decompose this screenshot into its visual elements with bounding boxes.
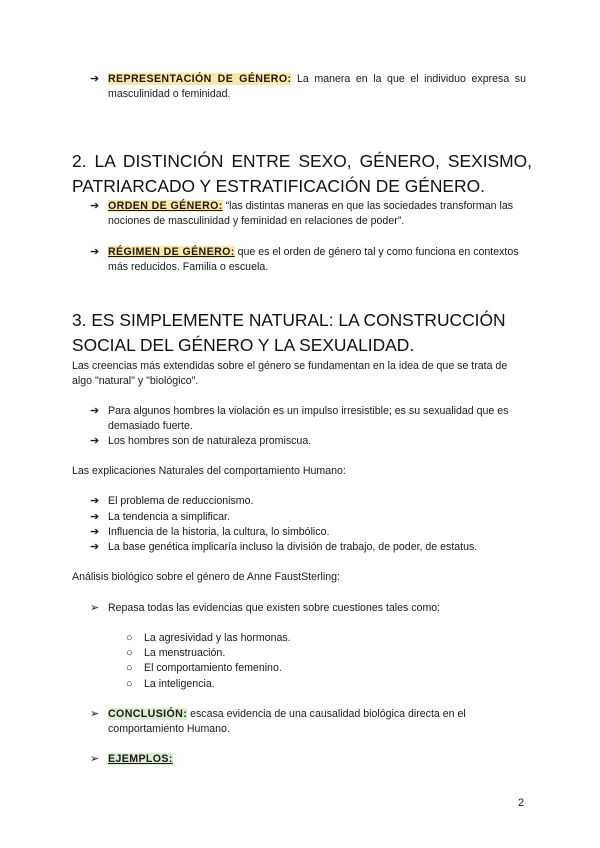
definition-regimen: que es el orden de género tal y como funciona en contextos más reducidos. Familia o escuela.: [108, 246, 519, 273]
term-regimen: RÉGIMEN DE GÉNERO:: [108, 246, 235, 258]
list-item-text: Para algunos hombres la violación es un impulso irresistible; es su sexualidad que es demasiado fuerte.: [108, 405, 509, 432]
list-item-review: [90, 601, 526, 616]
arrow-bullet-icon: ➔: [90, 526, 100, 538]
list-item-explanation-3: [90, 525, 526, 540]
circle-bullet-icon: ○: [126, 647, 133, 659]
arrow-bullet-icon: ➔: [90, 435, 100, 447]
list-item-text: La inteligencia.: [144, 678, 215, 690]
list-item-text: [108, 752, 526, 767]
list-item-text: [108, 199, 526, 229]
arrow-bullet-icon: ➔: [90, 405, 100, 417]
heading-line-1: 2. LA DISTINCIÓN ENTRE SEXO, GÉNERO, SEXISMO,: [72, 151, 532, 171]
list-item-topic-2: [126, 646, 526, 661]
circle-bullet-icon: ○: [126, 632, 133, 644]
heading-line-2: SOCIAL DEL GÉNERO Y LA SEXUALIDAD.: [72, 335, 415, 355]
conclusion-text: escasa evidencia de una causalidad biológica directa en el comportamiento Humano.: [108, 708, 466, 735]
triangle-bullet-icon: ➢: [90, 753, 100, 765]
term-conclusion: CONCLUSIÓN:: [108, 708, 188, 720]
list-item-conclusion: [90, 707, 526, 737]
section-2-heading: [72, 149, 532, 199]
definition-orden: “las distintas maneras en que las sociedades transforman las nociones de masculinidad y feminidad en relaciones de poder”.: [108, 200, 514, 227]
explanations-heading: Las explicaciones Naturales del comportamiento Humano:: [72, 465, 346, 477]
arrow-bullet-icon: ➔: [90, 200, 100, 212]
triangle-bullet-icon: ➢: [90, 602, 100, 614]
section-3-heading: [72, 308, 532, 358]
list-item-text: [108, 72, 526, 102]
definition-representacion: La manera en la que el individuo expresa su masculinidad o feminidad.: [108, 73, 526, 100]
list-item-topic-3: [126, 661, 526, 676]
list-item-examples: [90, 752, 526, 767]
list-item-text: El comportamiento femenino.: [144, 662, 282, 674]
page-number: 2: [518, 797, 525, 809]
arrow-bullet-icon: ➔: [90, 73, 100, 85]
list-item-belief-1: [90, 404, 526, 434]
term-representacion: REPRESENTACIÓN DE GÉNERO:: [108, 73, 292, 85]
list-item-text: La tendencia a simplificar.: [108, 511, 230, 523]
list-item-explanation-4: [90, 540, 526, 555]
heading-line-2: PATRIARCADO Y ESTRATIFICACIÓN DE GÉNERO.: [72, 176, 485, 196]
list-item-text: Repasa todas las evidencias que existen sobre cuestiones tales como:: [108, 602, 441, 614]
term-examples: EJEMPLOS:: [108, 753, 173, 765]
term-orden: ORDEN DE GÉNERO:: [108, 200, 223, 212]
list-item-orden: [90, 199, 526, 229]
list-item-representacion: [90, 72, 526, 102]
circle-bullet-icon: ○: [126, 662, 133, 674]
list-item-text: [108, 245, 526, 275]
arrow-bullet-icon: ➔: [90, 541, 100, 553]
arrow-bullet-icon: ➔: [90, 246, 100, 258]
arrow-bullet-icon: ➔: [90, 495, 100, 507]
analysis-heading: Análisis biológico sobre el género de Anne FaustSterling:: [72, 571, 340, 583]
list-item-topic-1: [126, 631, 526, 646]
triangle-bullet-icon: ➢: [90, 708, 100, 720]
list-item-topic-4: [126, 677, 526, 692]
list-item-text: La agresividad y las hormonas.: [144, 632, 291, 644]
list-item-regimen: [90, 245, 526, 275]
arrow-bullet-icon: ➔: [90, 511, 100, 523]
list-item-text: [108, 707, 526, 737]
circle-bullet-icon: ○: [126, 678, 133, 690]
heading-line-1: 3. ES SIMPLEMENTE NATURAL: LA CONSTRUCCIÓN: [72, 310, 506, 330]
list-item-explanation-2: [90, 510, 526, 525]
list-item-text: La base genética implicaría incluso la división de trabajo, de poder, de estatus.: [108, 541, 478, 553]
list-item-text: Los hombres son de naturaleza promiscua.: [108, 435, 312, 447]
list-item-text: Influencia de la historia, la cultura, lo simbólico.: [108, 526, 330, 538]
list-item-belief-2: [90, 434, 526, 449]
list-item-explanation-1: [90, 494, 526, 509]
list-item-text: La menstruación.: [144, 647, 226, 659]
list-item-text: El problema de reduccionismo.: [108, 495, 254, 507]
intro-paragraph: Las creencias más extendidas sobre el género se fundamentan en la idea de que se trata de algo "natural" y "biológico".: [72, 360, 508, 387]
